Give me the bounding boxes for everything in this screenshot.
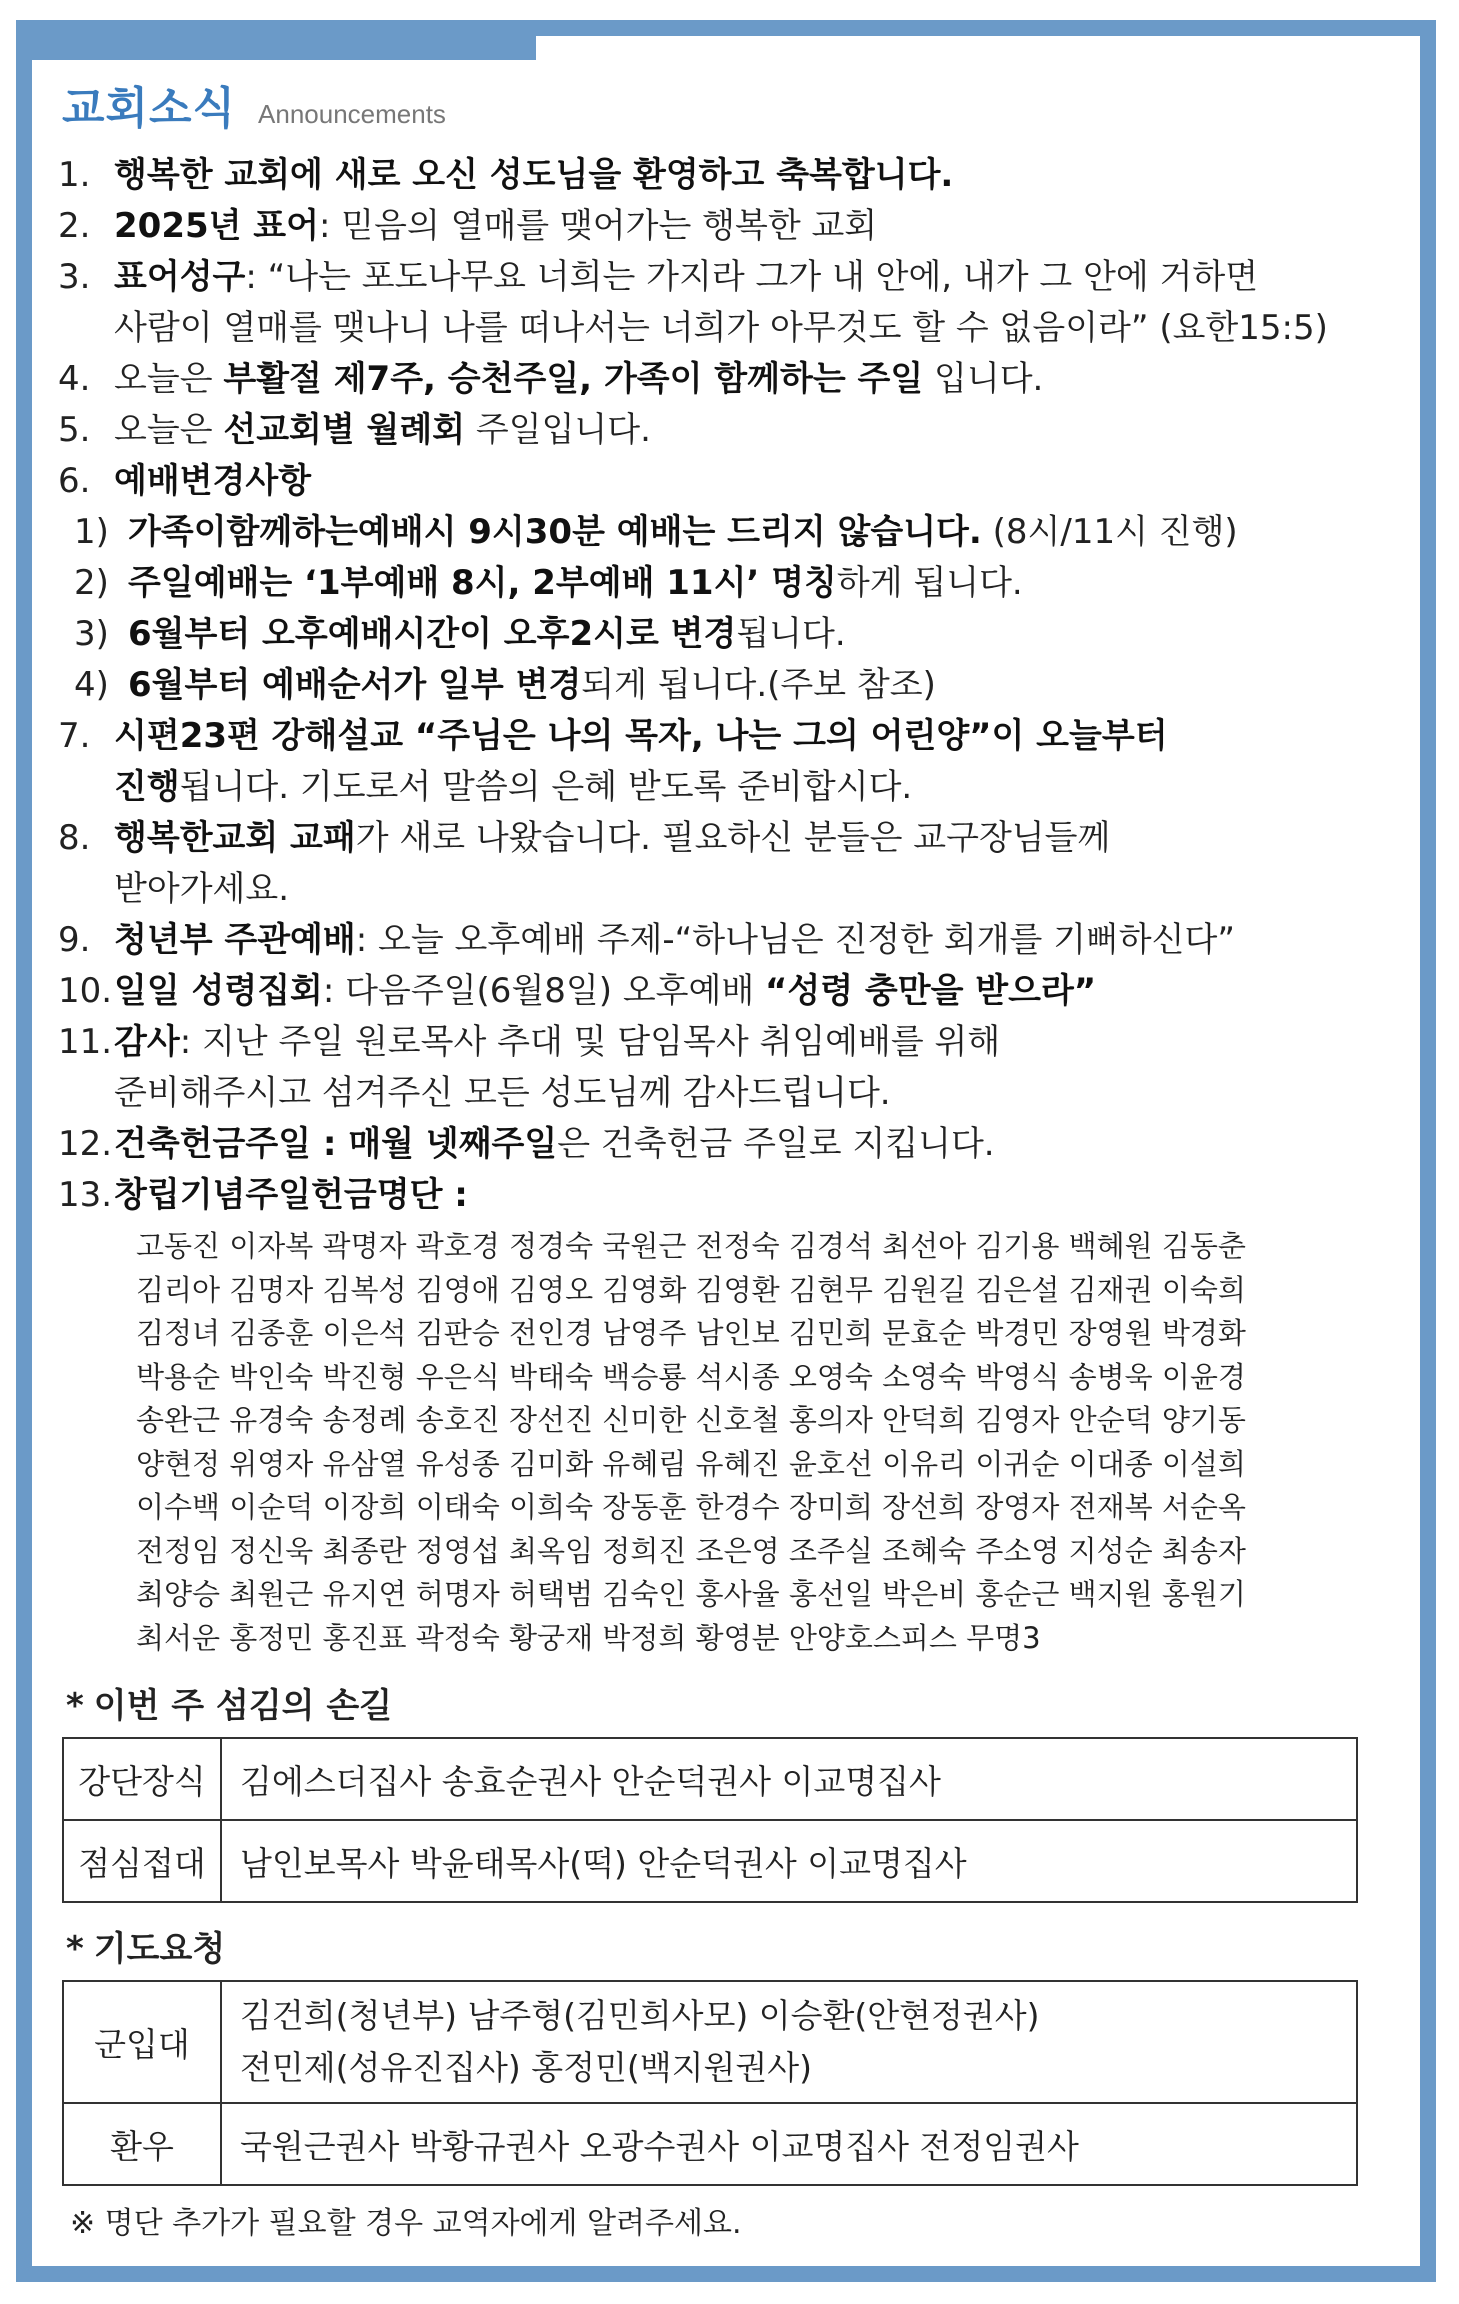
item-line: 건축헌금주일 : 매월 넷째주일은 건축헌금 주일로 지킵니다. <box>114 1124 995 1164</box>
item-number: 3. <box>58 257 91 297</box>
announcement-item <box>58 1017 1378 1119</box>
item-text <box>114 150 1378 201</box>
service-heading-text: 이번 주 섬김의 손길 <box>93 1686 393 1726</box>
item-text <box>128 660 1378 711</box>
header <box>62 72 446 136</box>
item-text <box>114 405 1378 456</box>
announcement-item <box>58 1170 1378 1221</box>
item-line: 행복한 교회에 새로 오신 성도님을 환영하고 축복합니다. <box>114 155 954 195</box>
announcement-item <box>58 252 1378 354</box>
item-text <box>114 252 1378 354</box>
sub-announcement-item <box>58 660 1378 711</box>
prayer-value: 국원근권사 박황규권사 오광수권사 이교명집사 전정임권사 <box>221 2103 1357 2185</box>
announcement-list <box>58 150 1378 1221</box>
item-text <box>114 1119 1378 1170</box>
names-row: 박용순 박인숙 박진형 우은식 박태숙 백승룡 석시종 오영숙 소영숙 박영식 송병욱 이윤경 <box>136 1359 1246 1394</box>
item-text <box>128 507 1378 558</box>
item-line: 2025년 표어: 믿음의 열매를 맺어가는 행복한 교회 <box>114 206 878 246</box>
item-text <box>114 915 1378 966</box>
item-line: 행복한교회 교패가 새로 나왔습니다. 필요하신 분들은 교구장님들께 <box>114 818 1111 858</box>
prayer-heading-text: 기도요청 <box>93 1929 226 1969</box>
names-row: 최양승 최원근 유지연 허명자 허택범 김숙인 홍사율 홍선일 박은비 홍순근 백지원 홍원기 <box>136 1577 1246 1611</box>
item-line: 창립기념주일헌금명단 : <box>114 1175 468 1215</box>
item-text <box>128 609 1378 660</box>
item-line: 주일예배는 ‘1부예배 8시, 2부예배 11시’ 명칭하게 됩니다. <box>128 563 1023 603</box>
header-bar <box>16 20 536 60</box>
item-text <box>114 456 1378 507</box>
announcement-item <box>58 711 1378 813</box>
item-number: 10. <box>58 971 113 1011</box>
item-line: 감사: 지난 주일 원로목사 추대 및 담임목사 취임예배를 위해 <box>114 1022 1001 1062</box>
announcement-item <box>58 201 1378 252</box>
names-row: 고동진 이자복 곽명자 곽호경 정경숙 국원근 전정숙 김경석 최선아 김기용 백혜원 김동춘 <box>136 1229 1246 1263</box>
star-icon: * <box>66 1929 84 1969</box>
item-number: 11. <box>58 1022 113 1062</box>
item-text <box>114 711 1378 813</box>
item-line: 시편23편 강해설교 “주님은 나의 목자, 나는 그의 어린양”이 오늘부터 <box>114 716 1168 756</box>
announcement-item <box>58 966 1378 1017</box>
prayer-label: 환우 <box>63 2103 221 2185</box>
donor-names <box>58 1225 1378 1660</box>
item-text <box>114 813 1378 915</box>
item-line: 가족이함께하는예배시 9시30분 예배는 드리지 않습니다. (8시/11시 진행) <box>128 512 1238 552</box>
item-number: 4. <box>58 359 91 399</box>
prayer-heading <box>66 1921 1378 1970</box>
prayer-table <box>62 1980 1358 2186</box>
item-number: 2) <box>74 563 109 603</box>
item-line: 청년부 주관예배: 오늘 오후예배 주제-“하나님은 진정한 회개를 기뻐하신다” <box>114 920 1235 960</box>
item-line: 표어성구: “나는 포도나무요 너희는 가지라 그가 내 안에, 내가 그 안에 거하면 <box>114 257 1259 297</box>
prayer-value <box>221 1981 1357 2103</box>
announcement-item <box>58 150 1378 201</box>
table-row <box>63 1820 1357 1902</box>
item-number: 1. <box>58 155 91 195</box>
item-text <box>114 201 1378 252</box>
service-value: 남인보목사 박윤태목사(떡) 안순덕권사 이교명집사 <box>221 1820 1357 1902</box>
sub-announcement-item <box>58 558 1378 609</box>
table-row <box>63 2103 1357 2185</box>
item-line: 받아가세요. <box>114 869 290 909</box>
item-number: 2. <box>58 206 91 246</box>
item-number: 5. <box>58 410 91 450</box>
sub-announcement-item <box>58 609 1378 660</box>
item-line: 준비해주시고 섬겨주신 모든 성도님께 감사드립니다. <box>114 1073 891 1113</box>
item-number: 1) <box>74 512 109 552</box>
names-row: 송완근 유경숙 송정례 송호진 장선진 신미한 신호철 홍의자 안덕희 김영자 안순덕 양기동 <box>136 1403 1246 1437</box>
names-row: 김리아 김명자 김복성 김영애 김영오 김영화 김영환 김현무 김원길 김은설 김재권 이숙희 <box>136 1272 1246 1307</box>
item-line: 오늘은 부활절 제7주, 승천주일, 가족이 함께하는 주일 입니다. <box>114 359 1044 399</box>
service-label: 강단장식 <box>63 1738 221 1820</box>
prayer-label: 군입대 <box>63 1981 221 2103</box>
item-number: 7. <box>58 716 91 756</box>
prayer-line: 전민제(성유진집사) 홍정민(백지원권사) <box>240 2048 813 2087</box>
item-text <box>114 354 1378 405</box>
page-title: 교회소식 <box>62 83 237 134</box>
table-row <box>63 1981 1357 2103</box>
sub-announcement-item <box>58 507 1378 558</box>
item-number: 3) <box>74 614 109 654</box>
item-number: 8. <box>58 818 91 858</box>
item-line: 일일 성령집회: 다음주일(6월8일) 오후예배 “성령 충만을 받으라” <box>114 971 1097 1011</box>
footnote: ※ 명단 추가가 필요할 경우 교역자에게 알려주세요. <box>70 2206 742 2241</box>
service-heading <box>66 1678 1378 1727</box>
star-icon: * <box>66 1686 84 1726</box>
names-row: 이수백 이순덕 이장희 이태숙 이희숙 장동훈 한경수 장미희 장선희 장영자 전재복 서순옥 <box>136 1490 1246 1524</box>
page-subtitle: Announcements <box>258 99 446 129</box>
table-row <box>63 1738 1357 1820</box>
item-text <box>114 1017 1378 1119</box>
item-line: 예배변경사항 <box>114 461 312 501</box>
announcements <box>58 150 1378 2242</box>
service-value: 김에스더집사 송효순권사 안순덕권사 이교명집사 <box>221 1738 1357 1820</box>
item-number: 12. <box>58 1124 113 1164</box>
item-text <box>114 966 1378 1017</box>
item-text <box>114 1170 1378 1221</box>
names-row: 김정녀 김종훈 이은석 김판승 전인경 남영주 남인보 김민희 문효순 박경민 장영원 박경화 <box>136 1316 1246 1350</box>
item-number: 9. <box>58 920 91 960</box>
item-number: 4) <box>74 665 109 705</box>
item-line: 오늘은 선교회별 월례회 주일입니다. <box>114 410 651 450</box>
announcement-item <box>58 915 1378 966</box>
service-label: 점심접대 <box>63 1820 221 1902</box>
announcement-item <box>58 456 1378 507</box>
item-line: 진행됩니다. 기도로서 말씀의 은혜 받도록 준비합시다. <box>114 767 913 807</box>
announcement-item <box>58 405 1378 456</box>
service-table <box>62 1737 1358 1903</box>
item-line: 6월부터 예배순서가 일부 변경되게 됩니다.(주보 참조) <box>128 665 936 705</box>
announcement-item <box>58 1119 1378 1170</box>
item-number: 6. <box>58 461 91 501</box>
item-number: 13. <box>58 1175 113 1215</box>
prayer-line: 김건희(청년부) 남주형(김민희사모) 이승환(안현정권사) <box>240 1996 1040 2035</box>
item-line: 6월부터 오후예배시간이 오후2시로 변경됩니다. <box>128 614 846 654</box>
names-row: 양현정 위영자 유삼열 유성종 김미화 유혜림 유혜진 윤호선 이유리 이귀순 이대종 이설희 <box>136 1446 1246 1481</box>
item-text <box>128 558 1378 609</box>
names-row: 전정임 정신욱 최종란 정영섭 최옥임 정희진 조은영 조주실 조혜숙 주소영 지성순 최송자 <box>136 1533 1246 1568</box>
item-line: 사람이 열매를 맺나니 나를 떠나서는 너희가 아무것도 할 수 없음이라” (요한15:5) <box>114 308 1328 348</box>
names-row: 최서운 홍정민 홍진표 곽정숙 황궁재 박정희 황영분 안양호스피스 무명3 <box>136 1620 1041 1655</box>
announcement-item <box>58 354 1378 405</box>
announcement-item <box>58 813 1378 915</box>
